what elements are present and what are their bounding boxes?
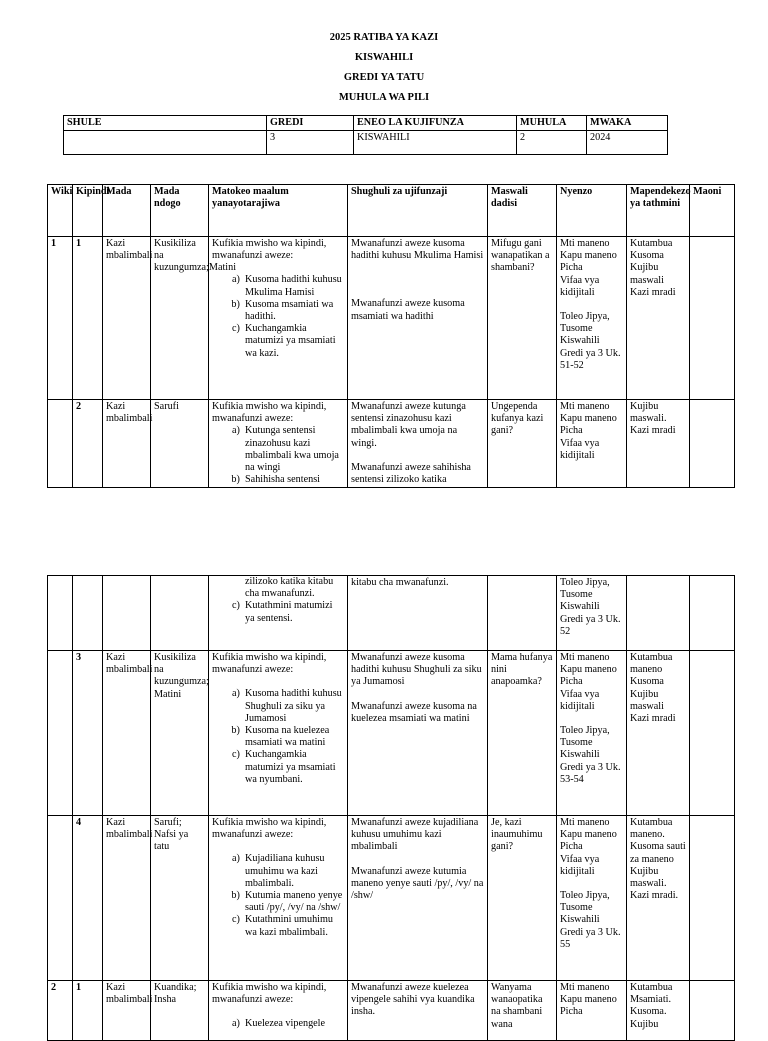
column-header-shughuli: Shughuli za ujifunzaji (348, 185, 488, 237)
school-info-table (63, 115, 668, 155)
shughuli-item: Mwanafunzi aweze kusoma hadithi kuhusu Shughuli za siku ya Jumamosi (351, 652, 482, 688)
cell-matokeo (209, 651, 348, 816)
cell-nyenzo (557, 237, 627, 400)
cell-tathmini (627, 400, 690, 488)
cell-kipindi: 4 (73, 816, 103, 981)
info-header: GREDI (267, 116, 354, 131)
matokeo-intro: Kufikia mwisho wa kipindi, mwanafunzi aweze: (212, 817, 327, 841)
cell-mada-ndogo: Kusikiliza na kuzungumza; Matini (151, 651, 209, 816)
nyenzo-item: Mti maneno (560, 238, 610, 249)
tathmini-item: Kutambua maneno (630, 652, 673, 676)
table-row (48, 816, 735, 981)
column-header-mada: Mada (103, 185, 151, 237)
nyenzo-book: Toleo Jipya, Tusome Kiswahili Gredi ya 3 Uk. 51-52 (560, 311, 621, 371)
cell-mada-ndogo: Sarufi; Nafsi ya tatu (151, 816, 209, 981)
cell-kipindi: 2 (73, 400, 103, 488)
matokeo-item: a. Kujadiliana kuhusu umuhimu wa kazi mbalimbali. (245, 853, 344, 890)
matokeo-item: a. Kusoma hadithi kuhusu Shughuli za siku ya Jumamosi (245, 688, 344, 725)
info-value-gredi: 3 (267, 131, 354, 155)
cell-mada-ndogo (151, 576, 209, 651)
cell-shughuli: kitabu cha mwanafunzi. (348, 576, 488, 651)
matokeo-item: b. Kutumia maneno yenye sauti /py/, /vy/ na /shw/ (245, 890, 344, 914)
nyenzo-item: Picha (560, 425, 583, 437)
table-row (48, 400, 735, 488)
shughuli-item: Mwanafunzi aweze kujadiliana kuhusu umuhimu kazi mbalimbali (351, 817, 479, 853)
tathmini-item: Kusoma. (630, 1006, 667, 1018)
cell-mada-ndogo: Sarufi (151, 400, 209, 488)
column-header-wiki: Wiki (48, 185, 73, 237)
cell-nyenzo (557, 816, 627, 981)
cell-shughuli (348, 651, 488, 816)
cell-nyenzo (557, 651, 627, 816)
cell-mada: Kazi mbalimbali (103, 237, 151, 400)
matokeo-intro: Kufikia mwisho wa kipindi, mwanafunzi aweze: (212, 401, 327, 425)
matokeo-item: b. Kusoma msamiati wa hadithi. (245, 299, 344, 323)
info-value-eneo: KISWAHILI (354, 131, 517, 155)
tathmini-item: Msamiati. (630, 994, 672, 1006)
cell-tathmini (627, 816, 690, 981)
nyenzo-item: Picha (560, 262, 583, 274)
nyenzo-book: Toleo Jipya, Tusome Kiswahili Gredi ya 3 Uk. 55 (560, 890, 621, 950)
cell-matokeo (209, 237, 348, 400)
cell-matokeo (209, 400, 348, 488)
tathmini-item: Kujibu (630, 1018, 659, 1030)
tathmini-item: Kujibu maswali (630, 688, 664, 712)
shughuli-item: Mwanafunzi aweze sahihisha sentensi zilizoko katika (351, 461, 471, 486)
cell-wiki: 2 (48, 981, 73, 1041)
column-header-matokeo: Matokeo maalum yanayotarajiwa (209, 185, 348, 237)
nyenzo-item: Mti maneno (560, 982, 610, 993)
matokeo-intro: Kufikia mwisho wa kipindi, mwanafunzi aweze: (212, 238, 327, 262)
column-header-mada-ndogo: Mada ndogo (151, 185, 209, 237)
cell-maswali (488, 576, 557, 651)
info-value-muhula: 2 (517, 131, 587, 155)
tathmini-item: Kujibu maswali. (630, 865, 667, 890)
cell-nyenzo: Toleo Jipya, Tusome Kiswahili Gredi ya 3 Uk. 52 (557, 576, 627, 651)
cell-matokeo (209, 981, 348, 1041)
cell-mada: Kazi mbalimbali (103, 981, 151, 1041)
cell-wiki: 1 (48, 237, 73, 400)
nyenzo-item: Mti maneno (560, 401, 610, 412)
nyenzo-item: Picha (560, 1006, 583, 1018)
cell-maswali: Mifugu gani wanapatikan a shambani? (488, 237, 557, 400)
cell-wiki (48, 651, 73, 816)
matokeo-item: a. Kuelezea vipengele (245, 1018, 344, 1030)
cell-tathmini (627, 651, 690, 816)
cell-mada (103, 576, 151, 651)
cell-maoni (690, 981, 735, 1041)
info-header: MUHULA (517, 116, 587, 131)
matokeo-item: Kutathmini matumizi ya sentensi. (245, 600, 333, 624)
tathmini-item: Kujibu maswali. (630, 401, 667, 425)
tathmini-item: Kutambua maneno. (630, 817, 673, 841)
nyenzo-item: Kapu maneno (560, 413, 617, 425)
column-header-maoni: Maoni (690, 185, 735, 237)
cell-shughuli (348, 981, 488, 1041)
cell-maswali: Je, kazi inaumuhimu gani? (488, 816, 557, 981)
matokeo-item-continued: zilizoko katika kitabu cha mwanafunzi. (245, 576, 334, 600)
cell-kipindi: 3 (73, 651, 103, 816)
cell-kipindi (73, 576, 103, 651)
cell-wiki (48, 816, 73, 981)
cell-kipindi: 1 (73, 981, 103, 1041)
cell-shughuli (348, 400, 488, 488)
nyenzo-item: Kapu maneno (560, 829, 617, 841)
cell-maoni (690, 576, 735, 651)
shughuli-item: Mwanafunzi aweze kusoma na kuelezea msamiati wa matini (351, 700, 477, 724)
tathmini-item: Kazi mradi. (630, 890, 679, 902)
nyenzo-item: Kapu maneno (560, 664, 617, 676)
matokeo-item: c. Kuchangamkia matumizi ya msamiati wa nyumbani. (245, 749, 344, 786)
matokeo-item: c. Kuchangamkia matumizi ya msamiati wa kazi. (245, 323, 344, 360)
title-line: GREDI YA TATU (343, 72, 425, 83)
tathmini-item: Kazi mradi (630, 425, 676, 437)
cell-wiki (48, 576, 73, 651)
shughuli-item: Mwanafunzi aweze kuelezea vipengele sahihi vya kuandika insha. (351, 982, 475, 1018)
shughuli-item: Mwanafunzi aweze kutumia maneno yenye sauti /py/, /vy/ na /shw/ (351, 865, 484, 902)
table-row-continued (48, 576, 735, 651)
document-titles (0, 31, 768, 111)
tathmini-item: Kutambua (630, 982, 673, 993)
nyenzo-item: Kapu maneno (560, 994, 617, 1006)
matokeo-item: c. Kutathmini umuhimu wa kazi mbalimbali. (245, 914, 344, 938)
shughuli-item: Mwanafunzi aweze kusoma msamiati wa hadithi (351, 298, 465, 322)
cell-matokeo (209, 576, 348, 651)
cell-maswali: Mama hufanya nini anapoamka? (488, 651, 557, 816)
cell-mada: Kazi mbalimbali (103, 651, 151, 816)
cell-tathmini (627, 981, 690, 1041)
cell-maswali: Wanyama wanaopatika na shambani wana (488, 981, 557, 1041)
matokeo-item: b. Sahihisha sentensi (245, 474, 344, 486)
title-line: MUHULA WA PILI (338, 92, 430, 103)
cell-shughuli (348, 237, 488, 400)
nyenzo-item: Mti maneno (560, 817, 610, 828)
cell-shughuli (348, 816, 488, 981)
scheme-table-page-2 (47, 575, 735, 1041)
table-row (48, 651, 735, 816)
table-row (48, 981, 735, 1041)
cell-nyenzo (557, 400, 627, 488)
column-header-maswali: Maswali dadisi (488, 185, 557, 237)
cell-wiki (48, 400, 73, 488)
tathmini-item: Kujibu maswali (630, 262, 664, 286)
column-header-tathmini: Mapendekezo ya tathmini (627, 185, 690, 237)
tathmini-item: Kusoma (630, 250, 664, 262)
cell-tathmini (627, 237, 690, 400)
cell-tathmini (627, 576, 690, 651)
matokeo-item: a. Kusoma hadithi kuhusu Mkulima Hamisi (245, 274, 344, 298)
scheme-table-page-1 (47, 184, 735, 488)
table-row (48, 237, 735, 400)
shughuli-item: Mwanafunzi aweze kutunga sentensi zinazohusu kazi mbalimbali kwa umoja na wingi. (351, 401, 466, 449)
cell-maswali: Ungependa kufanya kazi gani? (488, 400, 557, 488)
nyenzo-item: Vifaa vya kidijitali (560, 688, 600, 712)
info-header: MWAKA (587, 116, 668, 131)
matokeo-item: a. Kutunga sentensi zinazohusu kazi mbalimbali kwa umoja na wingi (245, 425, 344, 474)
nyenzo-item: Kapu maneno (560, 250, 617, 262)
tathmini-item: Kazi mradi (630, 286, 676, 298)
column-header-kipindi: Kipindi (73, 185, 103, 237)
cell-kipindi: 1 (73, 237, 103, 400)
title-line: 2025 RATIBA YA KAZI (329, 32, 439, 43)
cell-maoni (690, 237, 735, 400)
column-header-nyenzo: Nyenzo (557, 185, 627, 237)
nyenzo-item: Vifaa vya kidijitali (560, 274, 600, 298)
cell-maoni (690, 651, 735, 816)
nyenzo-item: Picha (560, 841, 583, 853)
nyenzo-item: Vifaa vya kidijitali (560, 853, 600, 877)
cell-mada: Kazi mbalimbali (103, 816, 151, 981)
cell-maoni (690, 816, 735, 981)
tathmini-item: Kusoma sauti za maneno (630, 841, 686, 865)
cell-matokeo (209, 816, 348, 981)
info-header: ENEO LA KUJIFUNZA (354, 116, 517, 131)
info-header: SHULE (64, 116, 267, 131)
matokeo-item: b. Kusoma na kuelezea msamiati wa matini (245, 725, 344, 749)
matokeo-intro: Kufikia mwisho wa kipindi, mwanafunzi aweze: (212, 652, 327, 676)
cell-maoni (690, 400, 735, 488)
cell-mada-ndogo: Kusikiliza na kuzungumza;Matini (151, 237, 209, 400)
title-line: KISWAHILI (354, 52, 414, 63)
shughuli-item: Mwanafunzi aweze kusoma hadithi kuhusu Mkulima Hamisi (351, 238, 484, 262)
nyenzo-book: Toleo Jipya, Tusome Kiswahili Gredi ya 3 Uk. 53-54 (560, 725, 621, 785)
nyenzo-item: Picha (560, 676, 583, 688)
nyenzo-item: Vifaa vya kidijitali (560, 437, 600, 461)
cell-mada: Kazi mbalimbali (103, 400, 151, 488)
tathmini-item: Kusoma (630, 676, 664, 688)
tathmini-item: Kutambua (630, 238, 673, 249)
info-value-shule (64, 131, 267, 155)
tathmini-item: Kazi mradi (630, 713, 676, 725)
matokeo-intro: Kufikia mwisho wa kipindi, mwanafunzi aweze: (212, 982, 327, 1006)
cell-mada-ndogo: Kuandika; Insha (151, 981, 209, 1041)
nyenzo-item: Mti maneno (560, 652, 610, 663)
cell-nyenzo (557, 981, 627, 1041)
info-value-mwaka: 2024 (587, 131, 668, 155)
